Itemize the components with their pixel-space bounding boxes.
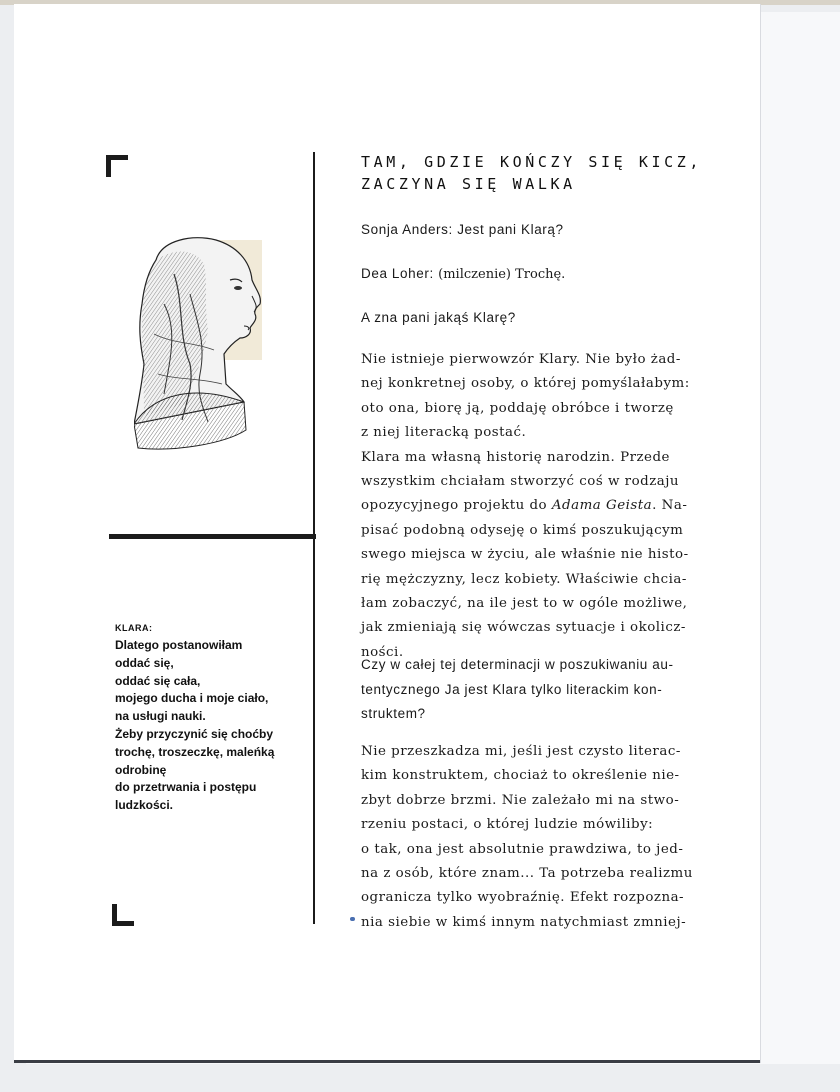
text-line: oto ona, biorę ją, poddaję obróbce i tworzę — [361, 400, 674, 416]
quote-speaker: KLARA: — [115, 623, 153, 633]
answer-paragraph-1 — [361, 348, 690, 665]
text-span: . Na- — [652, 498, 688, 514]
answer-dea-loher — [361, 261, 565, 287]
text-line: ogranicza tylko wyobraźnię. Efekt rozpozna- — [361, 890, 685, 906]
text-line: wszystkim chciałam stworzyć coś w rodzaju — [361, 474, 680, 490]
text-line: Nie istnieje pierwowzór Klary. Nie było żad- — [361, 352, 681, 367]
title-line-1: TAM, GDZIE KOŃCZY SIĘ KICZ, — [361, 153, 703, 171]
italic-title: Adama Geista — [551, 498, 653, 514]
anatomical-head-illustration — [134, 234, 264, 456]
text-line: Nie przeszkadza mi, jeśli jest czysto literac- — [361, 744, 681, 759]
corner-mark-top-left — [106, 155, 128, 177]
section-divider — [109, 534, 316, 539]
quote-line: do przetrwania i postępu — [115, 780, 257, 795]
text-line — [361, 494, 690, 518]
title-line-2: ZACZYNA SIĘ WALKA — [361, 175, 576, 193]
quote-line: ludzkości. — [115, 798, 174, 813]
quote-line: Dlatego postanowiłam — [115, 638, 243, 652]
text-line: o tak, ona jest absolutnie prawdziwa, to jed- — [361, 841, 684, 857]
text-line: tentycznego Ja jest Klara tylko literackim kon- — [361, 681, 663, 697]
text-line: rzeniu postaci, o której ludzie mówiliby: — [361, 817, 654, 833]
text-line: ności. — [361, 644, 404, 660]
text-span: opozycyjnego projektu do — [361, 498, 552, 514]
quote-line: oddać się, — [115, 655, 174, 670]
text-line: Czy w całej tej determinacji w poszukiwaniu au- — [361, 657, 674, 672]
article-title — [361, 151, 702, 195]
answer-text: (milczenie) Trochę. — [438, 267, 566, 282]
text-line: na z osób, które znam... Ta potrzeba realizmu — [361, 866, 693, 882]
quote-line: Żeby przyczynić się choćby — [115, 726, 274, 741]
head-drawing — [134, 234, 264, 456]
text-line: zbyt dobrze brzmi. Nie zależało mi na stwo- — [361, 792, 680, 808]
text-line: z niej literacką postać. — [361, 425, 527, 441]
text-line: swego miejsca w życiu, ale właśnie nie histo- — [361, 547, 689, 563]
text-line: Klara ma własną historię narodzin. Przede — [361, 449, 670, 465]
question-2: A zna pani jakąś Klarę? — [361, 310, 516, 325]
text-line: rię mężczyzny, lecz kobiety. Właściwie chcia- — [361, 571, 687, 587]
question-1: Sonja Anders: Jest pani Klarą? — [361, 222, 564, 237]
corner-mark-bottom-left — [112, 904, 134, 926]
quote-line: odrobinę — [115, 762, 167, 777]
quote-line: mojego ducha i moje ciało, — [115, 691, 269, 706]
answer-paragraph-2 — [361, 740, 693, 935]
text-line: struktem? — [361, 706, 426, 721]
ink-speck — [350, 917, 355, 921]
quote-line: oddać się cała, — [115, 673, 201, 688]
text-line: nej konkretnej osoby, o której pomyślałabym: — [361, 376, 690, 392]
question-3 — [361, 653, 674, 727]
text-line: pisać podobną odyseję o kimś poszukującym — [361, 522, 684, 538]
text-line: kim konstruktem, chociaż to określenie nie- — [361, 768, 680, 784]
side-quote — [115, 623, 315, 815]
quote-line: trochę, troszeczkę, maleńką — [115, 744, 275, 759]
text-line: jak zmieniają się wówczas sytuacje i okolicz- — [361, 620, 686, 636]
text-line: nia siebie w kimś innym natychmiast zmniej- — [361, 914, 687, 930]
speaker-name: Dea Loher: — [361, 266, 434, 281]
quote-line: na usługi nauki. — [115, 709, 206, 724]
text-line: łam zobaczyć, na ile jest to w ogóle możliwe, — [361, 596, 688, 612]
